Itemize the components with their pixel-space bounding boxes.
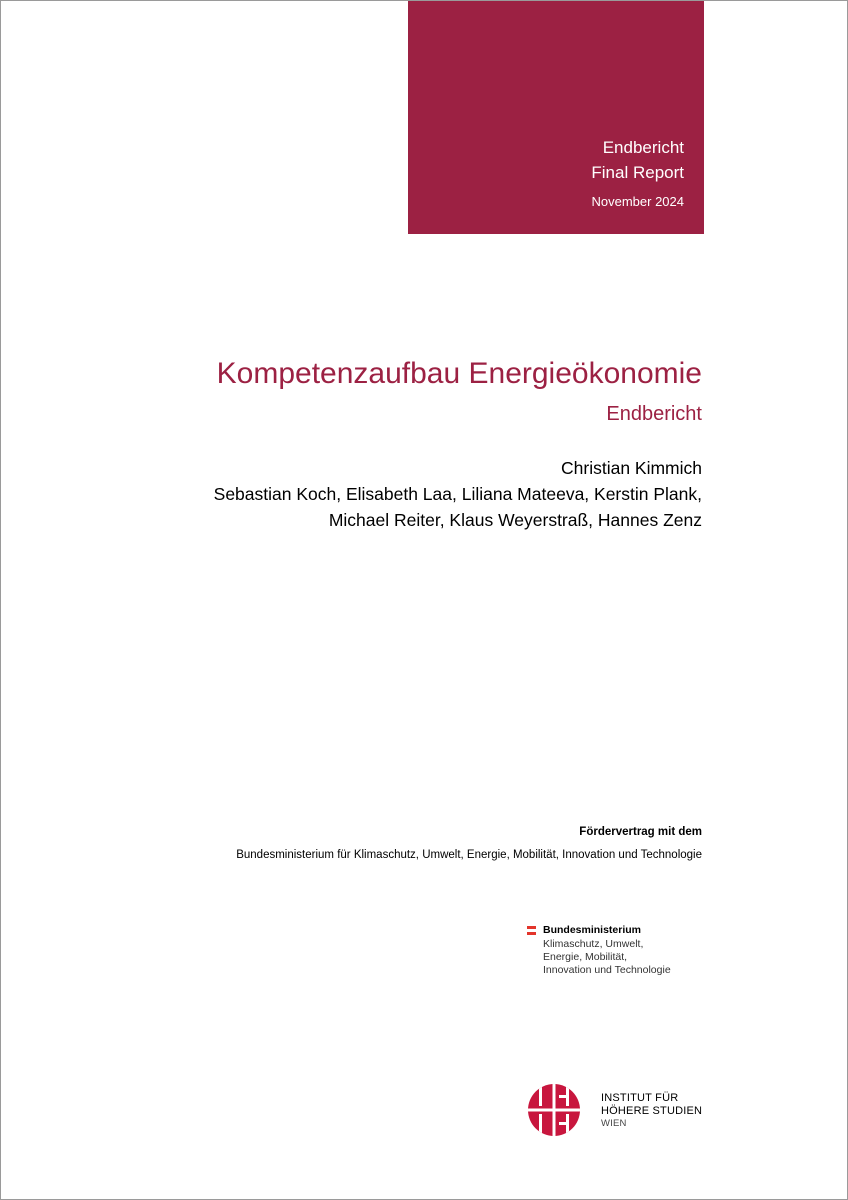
ministry-logo-line: Klimaschutz, Umwelt, (543, 938, 644, 950)
banner-date: November 2024 (591, 194, 684, 209)
ihs-logo-line: WIEN (601, 1118, 627, 1129)
funding-label: Fördervertrag mit dem (579, 826, 702, 838)
ihs-logo-line: HÖHERE STUDIEN (601, 1105, 703, 1117)
ihs-logo-icon (527, 1083, 587, 1137)
co-authors-line-1: Sebastian Koch, Elisabeth Laa, Liliana Mateeva, Kerstin Plank, (213, 484, 702, 504)
ministry-logo-title: Bundesministerium (543, 924, 642, 936)
report-title: Kompetenzaufbau Energieökonomie (216, 357, 702, 390)
funding-ministry: Bundesministerium für Klimaschutz, Umwelt, Energie, Mobilität, Innovation und Technologie (236, 849, 702, 861)
ministry-logo (527, 924, 707, 984)
austria-flag-icon (527, 926, 536, 935)
ministry-logo-line: Energie, Mobilität, (543, 951, 628, 963)
cover-banner (408, 1, 704, 234)
ihs-logo-line: INSTITUT FÜR (601, 1092, 679, 1104)
banner-label-en: Final Report (591, 163, 684, 182)
co-authors-line-2: Michael Reiter, Klaus Weyerstraß, Hannes Zenz (328, 510, 702, 530)
ministry-logo-line: Innovation und Technologie (543, 964, 671, 976)
report-subtitle: Endbericht (606, 403, 702, 425)
banner-label-de: Endbericht (602, 138, 684, 157)
lead-author: Christian Kimmich (561, 458, 702, 478)
ihs-logo (527, 1083, 707, 1139)
